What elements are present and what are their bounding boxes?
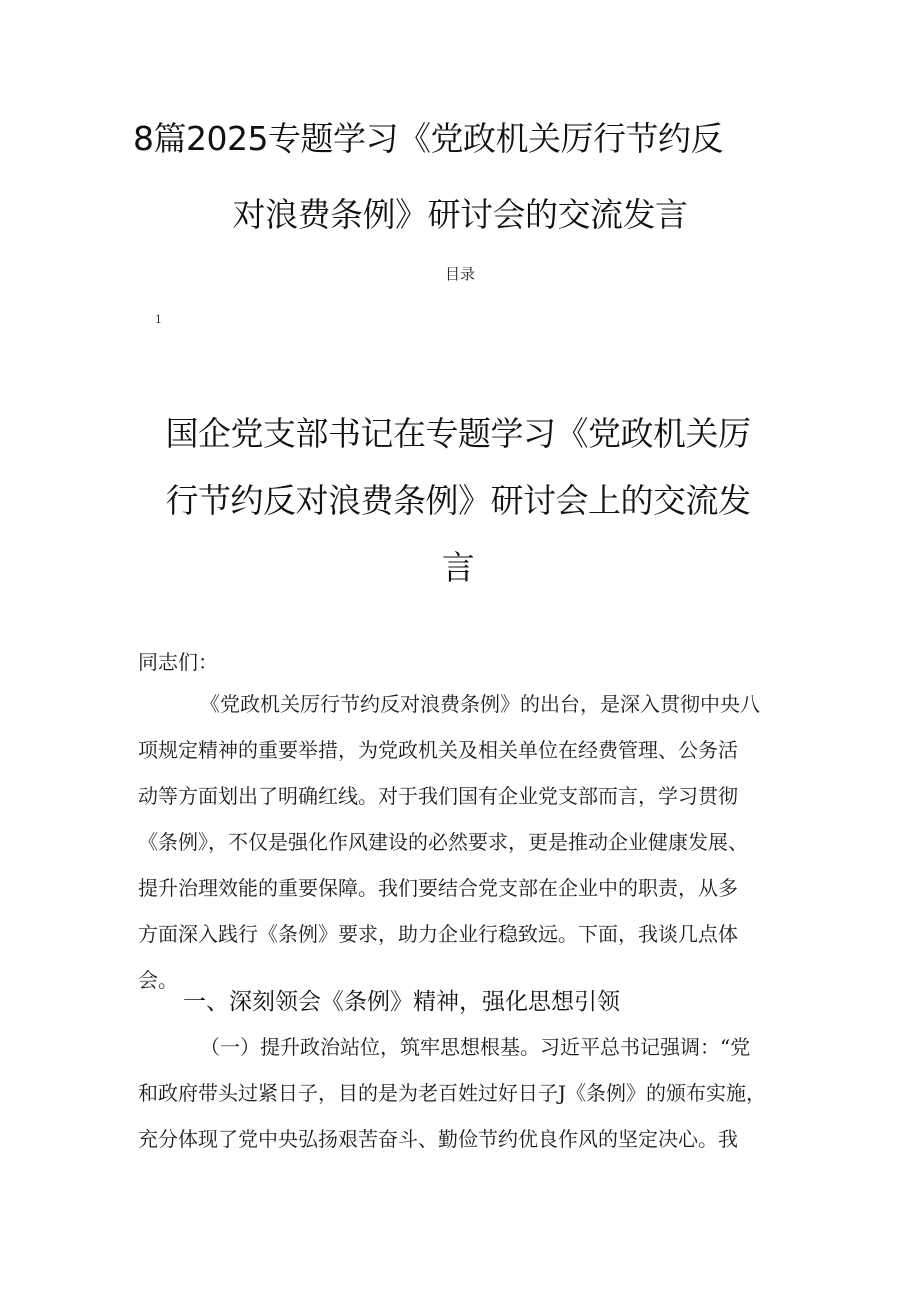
subheading: 一、深刻领会《条例》精神，强化思想引领 xyxy=(183,989,620,1015)
toc-label: 目录 xyxy=(444,265,475,283)
paragraph-line: （一）提升政治站位，筑牢思想根基。习近平总书记强调：“党 xyxy=(200,1035,751,1059)
paragraph-line: 方面深入践行《条例》要求，助力企业行稳致远。下面，我谈几点体 xyxy=(138,922,738,946)
salutation: 同志们： xyxy=(138,650,218,674)
paragraph-line: 提升治理效能的重要保障。我们要结合党支部在企业中的职责，从多 xyxy=(138,876,738,900)
paragraph-line: 会。 xyxy=(138,968,178,992)
paragraph-2 xyxy=(138,1024,808,1162)
section-title-line-3: 言 xyxy=(441,548,475,587)
paragraph-line: 充分体现了党中央弘扬艰苦奋斗、勤俭节约优良作风的坚定决心。我 xyxy=(138,1127,738,1151)
toc-marker: 1 xyxy=(155,313,162,326)
document-title-line-2: 对浪费条例》研讨会的交流发言 xyxy=(232,195,688,234)
paragraph-1 xyxy=(138,681,808,1003)
document-title-line-1: 8篇2025专题学习《党政机关厉行节约反 xyxy=(133,119,723,158)
paragraph-line: 动等方面划出了明确红线。对于我们国有企业党支部而言，学习贯彻 xyxy=(138,784,738,808)
section-title-line-2: 行节约反对浪费条例》研讨会上的交流发 xyxy=(165,481,751,520)
paragraph-line: 项规定精神的重要举措，为党政机关及相关单位在经费管理、公务活 xyxy=(138,738,738,762)
paragraph-line: 《条例》，不仅是强化作风建设的必然要求，更是推动企业健康发展、 xyxy=(138,830,748,854)
paragraph-line: 《党政机关厉行节约反对浪费条例》的出台，是深入贯彻中央八 xyxy=(200,692,760,716)
paragraph-line: 和政府带头过紧日子，目的是为老百姓过好日子J《条例》的颁布实施， xyxy=(138,1081,767,1105)
section-title-line-1: 国企党支部书记在专题学习《党政机关厉 xyxy=(165,414,751,453)
